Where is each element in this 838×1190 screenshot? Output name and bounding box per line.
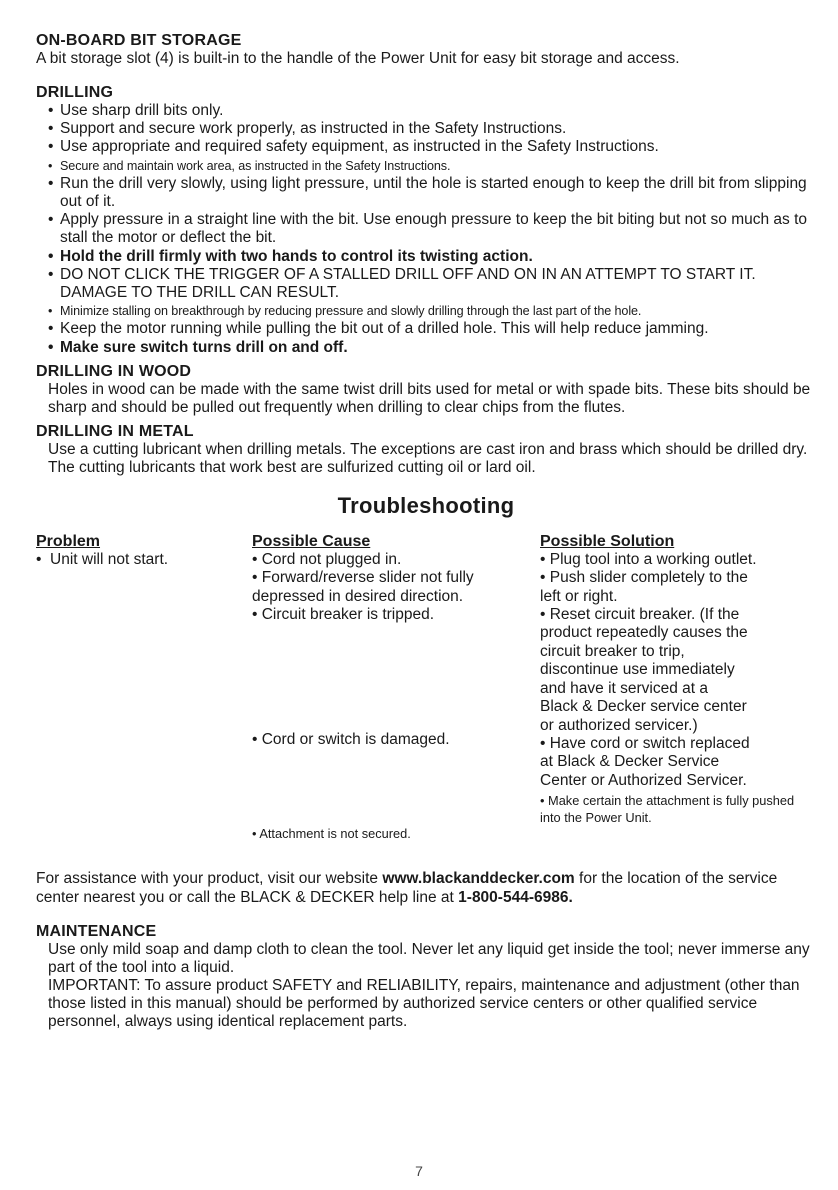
wood-heading: DRILLING IN WOOD [36,362,192,380]
solution-cell: • Push slider completely to the left or right. [540,569,748,605]
drilling-item: • Hold the drill firmly with two hands to control its twisting action. [48,248,816,266]
wood-text: Holes in wood can be made with the same twist drill bits used for metal or with spade bits. These bits should be sharp and should be pulled out frequently when drilling to clear chips from the flutes. [48,380,811,416]
manual-page [36,32,816,1031]
cause-cell: • Attachment is not secured. [252,825,411,841]
troubleshooting-table [36,533,816,863]
drilling-item: • Keep the motor running while pulling the bit out of a drilled hole. This will help reduce jamming. [48,320,816,338]
solution-cell: • Plug tool into a working outlet. [540,550,757,568]
cause-cell: • Forward/reverse slider not fully depressed in desired direction. [252,569,474,605]
drilling-list [36,102,816,357]
cause-header: Possible Cause [252,532,371,550]
drilling-item: • Apply pressure in a straight line with the bit. Use enough pressure to keep the bit biting but not so much as to stall the motor or deflect the bit. [48,211,816,247]
cause-cell: • Cord or switch is damaged. [252,730,450,748]
problem-header: Problem [36,532,101,550]
assist-pre: For assistance with your product, visit our website [36,869,383,887]
solution-cell: • Have cord or switch replaced at Black & Decker Service Center or Authorized Servicer. [540,734,750,789]
maintenance-p1: Use only mild soap and damp cloth to clean the tool. Never let any liquid get inside the tool; never immerse any part of the tool into a liquid. [48,940,810,976]
solution-column [540,533,820,826]
solution-cell: • Reset circuit breaker. (If the product repeatedly causes the circuit breaker to trip, discontinue use immediately and have it serviced at a Black & Decker service center or authorized servicer.) [540,606,748,734]
cause-column [252,532,522,841]
cause-cell: • Cord not plugged in. [252,550,402,568]
maintenance-p2: IMPORTANT: To assure product SAFETY and RELIABILITY, repairs, maintenance and adjustment (other than those listed in this manual) should be performed by authorized service centers or other qualified service personnel, always using identical replacement parts. [48,976,800,1030]
drilling-item: • Use appropriate and required safety equipment, as instructed in the Safety Instructions. [48,138,816,156]
drilling-item: • Use sharp drill bits only. [48,102,816,120]
onboard-text: A bit storage slot (4) is built-in to the handle of the Power Unit for easy bit storage and access. [36,50,680,67]
solution-cell: • Make certain the attachment is fully pushed into the Power Unit. [540,793,795,826]
assist-mid: for the location of the service center nearest you or call the BLACK & DECKER help line at [36,869,778,906]
cause-cell: • Circuit breaker is tripped. [252,606,435,624]
drilling-item: • Secure and maintain work area, as instructed in the Safety Instructions. [48,157,816,175]
maintenance-heading: MAINTENANCE [36,922,157,940]
drilling-item: • Support and secure work properly, as instructed in the Safety Instructions. [48,120,816,138]
solution-header: Possible Solution [540,532,675,550]
drilling-heading: DRILLING [36,84,114,101]
problem-column [36,533,236,569]
assistance-paragraph [36,869,816,907]
metal-heading: DRILLING IN METAL [36,422,194,440]
troubleshooting-title: Troubleshooting [337,492,515,518]
drilling-item: • Run the drill very slowly, using light pressure, until the hole is started enough to keep the drill bit from slipping out of it. [48,175,816,211]
page-number: 7 [415,1163,423,1179]
drilling-item: • Make sure switch turns drill on and off. [48,339,816,357]
website-link[interactable]: www.blackanddecker.com [382,869,575,887]
problem-text: Unit will not start. [50,550,169,568]
onboard-heading: ON-BOARD BIT STORAGE [36,32,242,49]
metal-text: Use a cutting lubricant when drilling metals. The exceptions are cast iron and brass which should be drilled dry. The cutting lubricants that work best are sulfurized cutting oil or lard oil. [48,440,808,476]
drilling-item: • DO NOT CLICK THE TRIGGER OF A STALLED DRILL OFF AND ON IN AN ATTEMPT TO START IT. DAMAGE TO THE DRILL CAN RESULT. [48,266,816,302]
drilling-item: • Minimize stalling on breakthrough by reducing pressure and slowly drilling through the last part of the hole. [48,302,816,320]
problem-cell: • Unit will not start. [36,550,169,568]
helpline-number: 1-800-544-6986. [458,888,573,906]
